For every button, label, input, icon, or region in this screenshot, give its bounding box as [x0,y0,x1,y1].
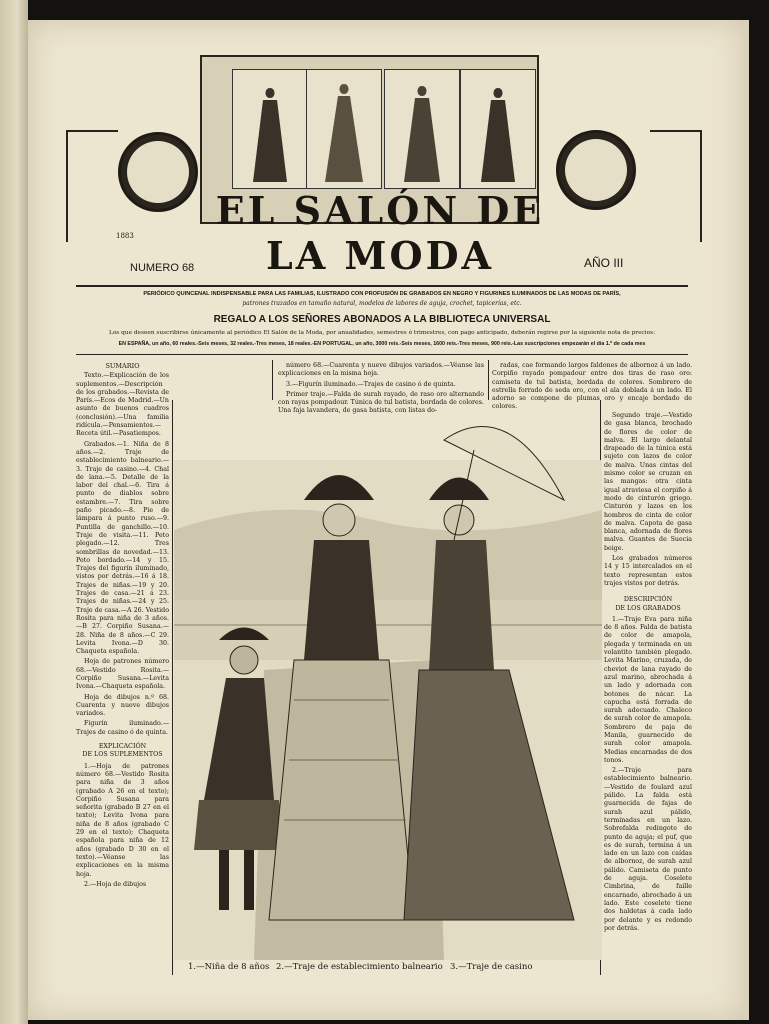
desc-item-2: 2.—Traje para establecimiento balneario.—Vestido de foulard azul pálido. La falda está guarnecida de fajas de surah azul pálido, terminadas en un lazo. Sobrefalda redingote de punto de aguja; el puf, que es de surah, termina á un lado en un lazo con caídas de albornoz, de surah azul pálido. Camiseta de punto de aguja. Coselete Cimbrina, de faille encarnado, abrochado á un lado. Este coselete tiene dos haldetas á cada lado por delante y es redondo por detrás. [604,767,692,932]
sumario-dibujos: Hoja de dibujos n.º 68. Cuarenta y nueve dibujos variados. [76,693,169,718]
fashion-plate-3 [384,69,460,189]
fashion-illustration [174,400,602,960]
tagline-main: PERIÓDICO QUINCENAL INDISPENSABLE PARA LAS FAMILIAS, ILUSTRADO CON PROFUSIÓN DE GRABADOS EN NEGRO Y FIGURINES ILUMINADOS DE LAS MODAS DE PARÍS, [143,291,621,297]
col3-para-3: Los grabados números 14 y 15 intercalados en el texto representan estos trajes vistos por detrás. [604,555,692,587]
desc-heading-2: DE LOS GRABADOS [615,604,681,612]
col3-para-2: Segundo traje.—Vestido de gasa blanca, brochado de flores de color de malva. El largo delantal drapeado de la túnica está sujeto con lazos de color de malva. Unas cintas del mismo color se cruzan en las mangas: otra cinta igual atraviesa el corpiño á modo de cinturón griego. Cinturón y lazos en los hombros de cinta de color de malva. Capota de gasa blanca, adornada de flores malva. Guantes de Suecia beige. [604,412,692,552]
column-divider-2 [488,360,489,400]
column-divider-left [172,400,173,975]
sumario-text: Texto.—Explicación de los suplementos.—Descripción de los grabados.—Revista de París.—Ecos de Madrid.—Un asunto de buenos cuadros (conclusión).—Una familia ridícula.—Pensamientos.—Receta útil.—Pasatiempos. [76,372,169,438]
stamp-year: 1883 [116,232,134,240]
rule-top [76,285,688,287]
issue-year: AÑO III [584,256,624,270]
masthead-title: EL SALÓN DE LA MODA [215,188,545,278]
fashion-plate-1 [232,69,308,189]
cherub-medallion-left [118,132,198,212]
sumario-patrones: Hoja de patrones número 68.—Vestido Rosita.—Corpiño Susana.—Levita Ivona.—Chaqueta española. [76,658,169,691]
col2-para-1: número 68.—Cuarenta y nueve dibujos variados.—Véanse las explicaciones en la misma hoja. [278,362,484,378]
gift-announcement: REGALO A LOS SEÑORES ABONADOS A LA BIBLIOTECA UNIVERSAL [213,314,551,325]
scroll-ornament-right [650,130,702,242]
page-edge [744,20,749,1020]
col2-para-3: Primer traje.—Falda de surah rayado, de raso oro alternando con rayas pompadour. Túnica de tul batista, bordada de colores. Una faja lavandera, de gasa batista, con listas do- [278,390,484,415]
expl-item-2: 2.—Hoja de dibujos [84,880,147,888]
desc-item-1: 1.—Traje Eva para niña de 8 años. Falda de batista de color de amapola, plegada y terminada en un volantito también plegado. Levita Marino, cruzada, de cheviot de lana rayado de azul marino, abrochada á un lado y adornada con botones de nácar. La capucha está forrada de surah adecuado. Chaleco de surah color de amapola. Sombrero de paja de Manila, guarnecido de surah color amapola. Medias encarnadas de dos tonos. [604,615,692,764]
price-line: EN ESPAÑA, un año, 60 reales.-Seis meses, 32 reales.-Tres meses, 18 reales.-EN PORTUGAL, un año, 3000 reis.-Seis meses, 1600 reis.-Tres meses, 900 reis.-Las suscripciones empezarán el día 1.º de cada mes [118,341,646,347]
caption-2: 2.—Traje de establecimiento balneario [276,962,443,972]
expl-heading-1: EXPLICACIÓN [98,743,147,751]
issue-number: NUMERO 68 [130,262,195,274]
rule-under-header [76,354,688,355]
book-spine [0,0,28,1024]
subscribe-note: Los que deseen suscribirse únicamente al periódico El Salón de la Moda, por anualidades, semestres ó trimestres, con pago anticipado, deberán regirse por la siguiente nota de precios: [108,330,656,336]
column-divider-1 [272,360,273,400]
sumario-heading: SUMARIO [105,362,140,370]
col3-para-1: radas, cae formando largos faldones de albornoz á un lado. Corpiño rayado pompadour entre dos tiras de raso oro: camiseta de tul batista, bordada de colores. Sombrero de estrella forrado de seda oro, con el ala doblada á un lado. El adorno se compone de plumas oro y encaje bordado de colores. [492,362,692,411]
tagline-sub: patrones trazados en tamaño natural, modelos de labores de aguja, crochet, tapicerías, etc. [242,300,522,307]
desc-heading-1: DESCRIPCIÓN [623,596,673,604]
fashion-plate-4 [460,69,536,189]
expl-item-1: 1.—Hoja de patrones número 68.—Vestido Rosita para niña de 3 años (grabado A 26 en el texto); Corpiño Susana para señorita (grabado B 27 en el texto); Levita Ivona para niña de 8 años (grabado C 29 en el texto); Chaqueta española para niña de 12 años (grabado D 30 en el texto).—Véanse las explicaciones en la misma hoja. [76,762,169,878]
column-3-side [604,412,692,935]
scroll-ornament-left [66,130,118,242]
expl-heading-2: DE LOS SUPLEMENTOS [82,751,163,759]
col2-para-2: 3.—Figurín iluminado.—Trajes de casino ó de quinta. [286,380,456,388]
caption-3: 3.—Traje de casino [450,962,533,972]
sumario-grabados: Grabados.—1. Niña de 8 años.—2. Traje de establecimiento balneario.—3. Traje de casino.—4. Chal de lana.—5. Detalle de la labor del chal.—6. Tira á punto de diablos sobre estambre.—7. Tira sobre paño picado.—8. Pie de lámpara á punto ruso.—9. Puntilla de ganchillo.—10. Traje de visita.—11. Peto plegado.—12. Tres sombrillas de novedad.—13. Peto bordado.—14 y 15. Trajes del figurín iluminado, vistos por detrás.—16 á 18. Trajes de niñas.—19 y 20. Trajes de casa.—21 á 23. Trajes de niñas.—24 y 25. Traje de casa.—A 26. Vestido Rosita para niña de 3 años.—B 27. Corpiño Susana.—28. Niña de 8 años.—C 29. Levita Ivona.—D 30. Chaqueta española. [76,440,169,656]
sumario-column [76,362,169,891]
caption-1: 1.—Niña de 8 años [188,962,270,972]
fashion-plate-2 [306,69,382,189]
sumario-figurin: Figurín iluminado.—Trajes de casino ó de quinta. [76,720,169,736]
